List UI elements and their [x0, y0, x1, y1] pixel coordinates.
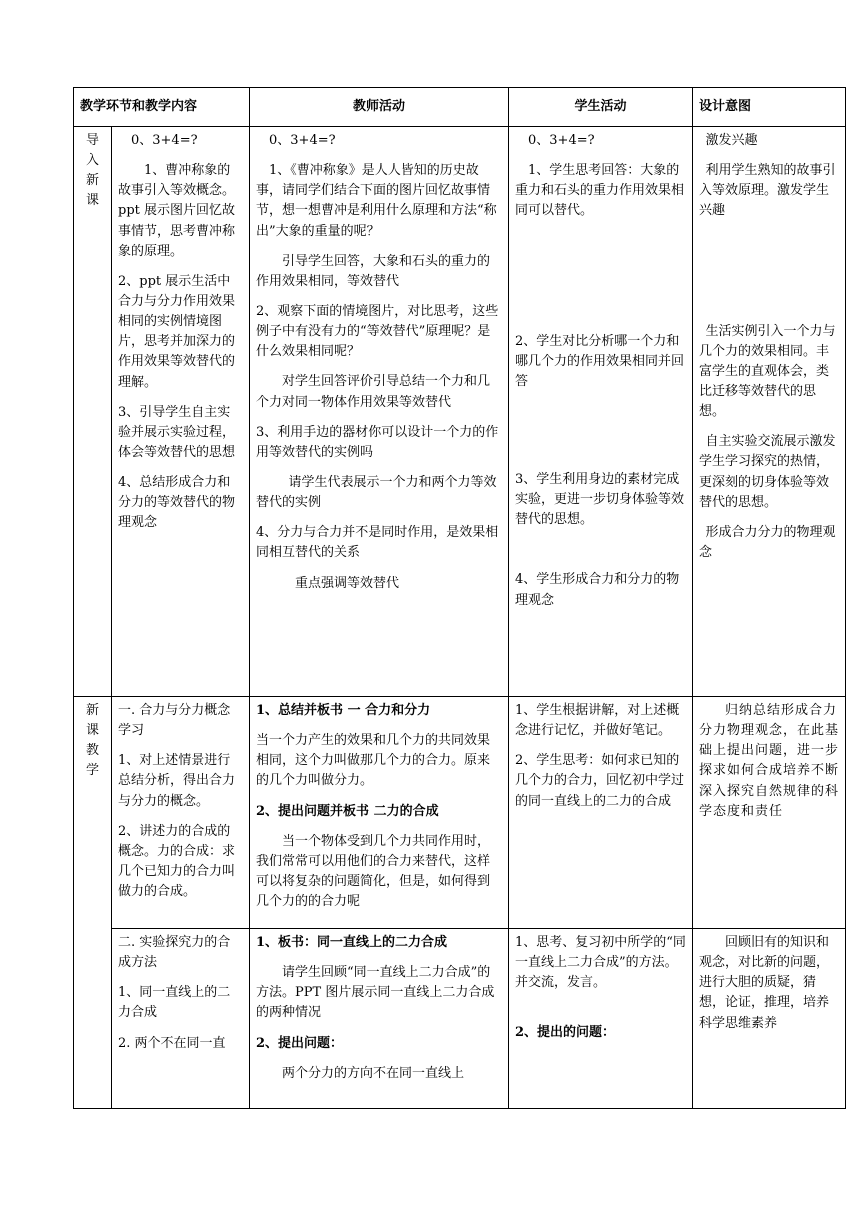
stage-label-intro: 导 入 新 课	[74, 127, 112, 697]
header-teacher-activity: 教师活动	[250, 88, 509, 127]
new-lesson-2-teacher-text: 两个分力的方向不在同一直线上	[282, 1065, 465, 1081]
header-design-intent: 设计意图	[693, 88, 846, 127]
new-lesson-2-teacher-heading: 2、提出问题：	[256, 1035, 344, 1051]
new-lesson-2-content-item: 2. 两个不在同一直	[118, 1035, 226, 1051]
intro-intent-item: 利用学生熟知的故事引入等效原理。激发学生兴趣	[699, 163, 836, 219]
intro-teacher-item: 重点强调等效替代	[295, 575, 400, 591]
lesson-plan-table	[73, 87, 846, 1109]
intro-intent-item: 自主实验交流展示激发学生学习探究的热情，更深刻的切身体验等效替代的思想。	[699, 434, 836, 510]
new-lesson-2-teacher-text: 请学生回顾“同一直线上二力合成”的方法。PPT 图片展示同一直线上二力合成的两种情况	[256, 965, 495, 1021]
new-lesson-1-student-cell	[509, 697, 693, 929]
intro-content-item: 1、曹冲称象的故事引入等效概念。ppt 展示图片回忆故事情节，思考曹冲称象的原理。	[118, 163, 236, 259]
intro-teacher-item: 请学生代表展示一个力和两个力等效替代的实例	[256, 474, 497, 511]
new-lesson-2-student-cell	[509, 929, 693, 1109]
new-lesson-2-teacher-cell	[250, 929, 509, 1109]
intro-teacher-item: 对学生回答评价引导总结一个力和几个力对同一物体作用效果等效替代	[256, 374, 491, 410]
intro-teacher-item: 4、分力与合力并不是同时作用，是效果相同相互替代的关系	[256, 525, 499, 561]
new-lesson-2-student-heading: 2、提出的问题：	[515, 1025, 616, 1041]
new-lesson-2-student-text: 1、思考、复习初中所学的“同一直线上二力合成”的方法。并交流，发言。	[515, 935, 686, 991]
new-lesson-2-content-item: 二. 实验探究力的合成方法	[118, 935, 231, 971]
new-lesson-1-teacher-text: 当一个力产生的效果和几个力的共同效果相同，这个力叫做那几个力的合力。原来的几个力叫做分力。	[256, 733, 491, 789]
intro-student-item: 0、3+4=?	[528, 133, 595, 148]
new-lesson-2-intent-text: 回顾旧有的知识和观念，对比新的问题，进行大胆的质疑，猜想，论证，推理，培养科学思维素养	[699, 935, 830, 1031]
intro-teacher-item: 0、3+4=?	[269, 133, 336, 148]
intro-content-item: 2、ppt 展示生活中合力与分力作用效果相同的实例情境图片，思考并加深力的作用效果等效替代的理解。	[118, 273, 236, 390]
stage-label-new-lesson: 新 课 教 学	[74, 697, 112, 1109]
new-lesson-2-intent-cell	[693, 929, 846, 1109]
intro-content-item: 3、引导学生自主实验并展示实验过程，体会等效替代的思想	[118, 404, 236, 460]
new-lesson-1-teacher-heading: 2、提出问题并板书 二力的合成	[256, 803, 439, 819]
intro-teacher-item: 3、利用手边的器材你可以设计一个力的作用等效替代的实例吗	[256, 424, 499, 460]
table-row-new-lesson-2	[74, 929, 846, 1109]
intro-teacher-cell	[250, 127, 509, 697]
intro-student-item: 1、学生思考回答：大象的重力和石头的重力作用效果相同可以替代。	[515, 163, 685, 219]
header-teaching-content: 教学环节和教学内容	[74, 88, 250, 127]
intro-student-cell	[509, 127, 693, 697]
new-lesson-1-teacher-cell	[250, 697, 509, 929]
intro-content-item: 0、3+4=?	[131, 133, 198, 148]
intro-intent-cell	[693, 127, 846, 697]
intro-student-item: 2、学生对比分析哪一个力和哪几个力的作用效果相同并回答	[515, 333, 685, 389]
new-lesson-1-content-cell	[112, 697, 250, 929]
new-lesson-1-content-item: 一. 合力与分力概念学习	[118, 703, 231, 739]
new-lesson-2-teacher-heading: 1、板书：同一直线上的二力合成	[256, 935, 448, 950]
intro-teacher-item: 1、《曹冲称象》是人人皆知的历史故事，请同学们结合下面的图片回忆故事情节，想一想曹冲是利用什么原理和方法“称出”大象的重量的呢？	[256, 163, 497, 239]
intro-intent-item: 生活实例引入一个力与几个力的效果相同。丰富学生的直观体会，类比迁移等效替代的思想。	[699, 323, 836, 420]
new-lesson-1-content-item: 1、对上述情景进行总结分析，得出合力与分力的概念。	[118, 753, 236, 809]
new-lesson-1-student-item: 1、学生根据讲解，对上述概念进行记忆，并做好笔记。	[515, 703, 680, 739]
new-lesson-1-student-item: 2、学生思考：如何求已知的几个力的合力，回忆初中学过的同一直线上的二力的合成	[515, 753, 685, 809]
intro-content-cell	[112, 127, 250, 697]
table-header-row	[74, 88, 846, 127]
new-lesson-2-content-cell	[112, 929, 250, 1109]
new-lesson-1-teacher-text: 当一个物体受到几个力共同作用时，我们常常可以用他们的合力来替代，这样可以将复杂的问题简化，但是，如何得到几个力的的合力呢	[256, 833, 491, 910]
table-row-intro	[74, 127, 846, 697]
intro-teacher-item: 引导学生回答，大象和石头的重力的作用效果相同，等效替代	[256, 253, 491, 289]
table-row-new-lesson-1	[74, 697, 846, 929]
new-lesson-1-teacher-heading: 1、总结并板书 一 合力和分力	[256, 703, 431, 718]
intro-student-item: 3、学生利用身边的素材完成实验，更进一步切身体验等效替代的思想。	[515, 471, 685, 528]
new-lesson-1-content-item: 2、讲述力的合成的概念。力的合成：求几个已知力的合力叫做力的合成。	[118, 823, 236, 900]
intro-intent-item: 形成合力分力的物理观念	[699, 524, 836, 560]
intro-intent-item: 激发兴趣	[705, 133, 758, 148]
new-lesson-1-intent-cell	[693, 697, 846, 929]
intro-content-item: 4、总结形成合力和分力的等效替代的物理观念	[118, 475, 236, 531]
header-student-activity: 学生活动	[509, 88, 693, 127]
intro-student-item: 4、学生形成合力和分力的物理观念	[515, 572, 680, 608]
new-lesson-1-intent-text: 归纳总结形成合力分力物理观念，在此基础上提出问题，进一步探求如何合成培养不断深入探究自然规律的科学态度和责任	[699, 703, 840, 819]
intro-teacher-item: 2、观察下面的情境图片，对比思考，这些例子中有没有力的“等效替代”原理呢？是什么效果相同呢？	[256, 303, 499, 360]
new-lesson-2-content-item: 1、同一直线上的二力合成	[118, 985, 231, 1021]
